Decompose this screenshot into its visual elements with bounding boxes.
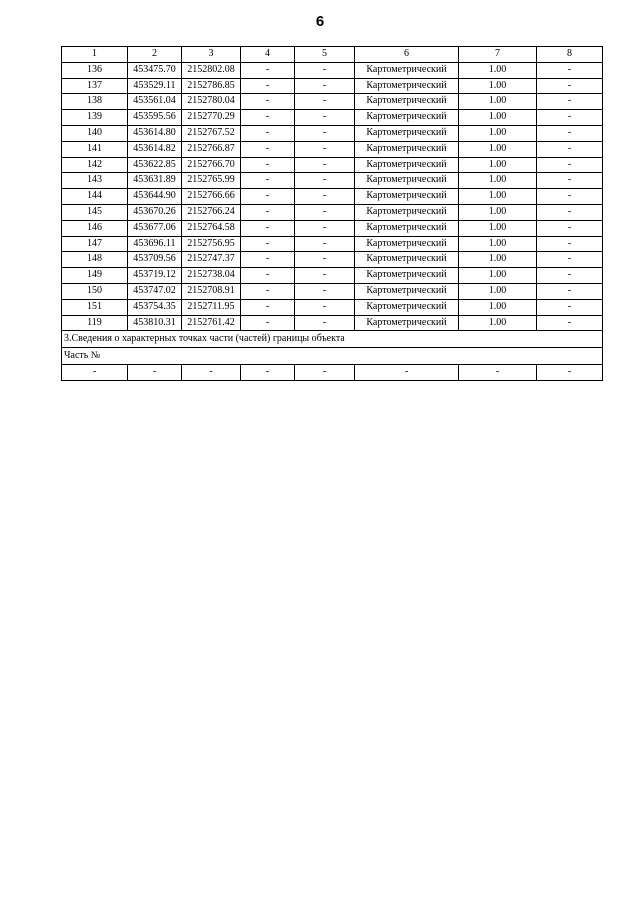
table-cell: Картометрический — [355, 315, 459, 331]
table-cell: - — [537, 173, 603, 189]
table-cell: 2152761.42 — [182, 315, 241, 331]
table-cell: - — [295, 236, 355, 252]
table-cell: 2152756.95 — [182, 236, 241, 252]
table-cell: - — [241, 173, 295, 189]
table-cell: 1.00 — [459, 299, 537, 315]
table-cell: - — [295, 125, 355, 141]
table-cell: Картометрический — [355, 299, 459, 315]
table-cell: 150 — [62, 283, 128, 299]
table-cell: 1.00 — [459, 189, 537, 205]
table-cell: - — [295, 62, 355, 78]
table-cell: 1.00 — [459, 315, 537, 331]
table-cell: 2152786.85 — [182, 78, 241, 94]
table-cell: 453595.56 — [128, 110, 182, 126]
table-cell: - — [295, 204, 355, 220]
table-cell: 453719.12 — [128, 268, 182, 284]
table-cell: 453529.11 — [128, 78, 182, 94]
table-cell: - — [537, 299, 603, 315]
table-cell: 453747.02 — [128, 283, 182, 299]
table-cell: 1.00 — [459, 173, 537, 189]
table-cell: - — [241, 236, 295, 252]
table-cell: 1.00 — [459, 141, 537, 157]
table-cell: 137 — [62, 78, 128, 94]
table-cell: 1 — [62, 47, 128, 63]
table-cell: 145 — [62, 204, 128, 220]
table-cell: 453670.26 — [128, 204, 182, 220]
section-title-row — [62, 331, 603, 348]
table-row — [62, 173, 603, 189]
table-cell: - — [241, 125, 295, 141]
table-cell: 8 — [537, 47, 603, 63]
table-cell: 453810.31 — [128, 315, 182, 331]
table-row — [62, 268, 603, 284]
table-cell: 1.00 — [459, 62, 537, 78]
page-number: 6 — [315, 13, 325, 30]
table-cell: 2152738.04 — [182, 268, 241, 284]
table-row — [62, 204, 603, 220]
table-cell: 2152747.37 — [182, 252, 241, 268]
table-cell: - — [241, 78, 295, 94]
table-cell: 138 — [62, 94, 128, 110]
table-cell: - — [241, 365, 295, 381]
table-cell: - — [295, 189, 355, 205]
table-cell: - — [62, 365, 128, 381]
table-cell: Картометрический — [355, 268, 459, 284]
table-cell: 2152765.99 — [182, 173, 241, 189]
table-cell: 140 — [62, 125, 128, 141]
table-cell: Картометрический — [355, 125, 459, 141]
part-label-row — [62, 348, 603, 365]
table-cell: 139 — [62, 110, 128, 126]
table-cell: 453677.06 — [128, 220, 182, 236]
table-cell: 453622.85 — [128, 157, 182, 173]
table-cell: - — [295, 157, 355, 173]
table-cell: - — [295, 365, 355, 381]
table-cell: - — [241, 110, 295, 126]
table-cell: 1.00 — [459, 94, 537, 110]
table-cell: 1.00 — [459, 268, 537, 284]
table-cell: - — [241, 268, 295, 284]
table-cell: - — [537, 204, 603, 220]
table-cell: 2152708.91 — [182, 283, 241, 299]
table-cell: - — [241, 204, 295, 220]
table-row — [62, 283, 603, 299]
table-cell: 144 — [62, 189, 128, 205]
table-cell: - — [295, 78, 355, 94]
table-cell: Картометрический — [355, 173, 459, 189]
table-cell: - — [537, 283, 603, 299]
table-header-row — [62, 47, 603, 63]
table-cell: - — [295, 283, 355, 299]
table-cell: 2152766.87 — [182, 141, 241, 157]
table-cell: - — [537, 94, 603, 110]
table-cell: 1.00 — [459, 236, 537, 252]
table-cell: - — [537, 141, 603, 157]
table-cell: - — [128, 365, 182, 381]
table-cell: 2152764.58 — [182, 220, 241, 236]
table-cell: - — [241, 315, 295, 331]
table-cell: - — [241, 220, 295, 236]
table-cell: - — [295, 173, 355, 189]
table-cell: 7 — [459, 47, 537, 63]
table-cell: - — [537, 189, 603, 205]
table-cell: 119 — [62, 315, 128, 331]
table-cell: 2152802.08 — [182, 62, 241, 78]
table-cell: - — [537, 365, 603, 381]
table-cell: 3 — [182, 47, 241, 63]
table-cell: Картометрический — [355, 157, 459, 173]
table-cell: 136 — [62, 62, 128, 78]
table-cell: - — [241, 141, 295, 157]
table-cell: 453754.35 — [128, 299, 182, 315]
table-cell: 2152767.52 — [182, 125, 241, 141]
table-cell: - — [537, 236, 603, 252]
table-cell: 2152780.04 — [182, 94, 241, 110]
table-cell: - — [537, 125, 603, 141]
table-cell: 6 — [355, 47, 459, 63]
table-cell: 1.00 — [459, 283, 537, 299]
table-row — [62, 78, 603, 94]
table-cell: Картометрический — [355, 94, 459, 110]
table-row — [62, 125, 603, 141]
table-cell: Картометрический — [355, 141, 459, 157]
table-cell: - — [241, 94, 295, 110]
table-cell: - — [241, 283, 295, 299]
table-cell: Картометрический — [355, 110, 459, 126]
table-cell: 2 — [128, 47, 182, 63]
table-row — [62, 299, 603, 315]
table-cell: - — [295, 299, 355, 315]
table-cell: 453644.90 — [128, 189, 182, 205]
table-cell: - — [537, 110, 603, 126]
table-row — [62, 252, 603, 268]
table-cell: - — [295, 315, 355, 331]
table-cell: 3.Сведения о характерных точках части (частей) границы объекта — [62, 331, 603, 348]
table-cell: Картометрический — [355, 283, 459, 299]
table-cell: - — [241, 62, 295, 78]
table-cell: Картометрический — [355, 62, 459, 78]
table-cell: 1.00 — [459, 204, 537, 220]
table-cell: Картометрический — [355, 189, 459, 205]
table-cell: Картометрический — [355, 236, 459, 252]
table-cell: 1.00 — [459, 220, 537, 236]
table-cell: 2152766.24 — [182, 204, 241, 220]
table-cell: - — [295, 220, 355, 236]
table-cell: 453696.11 — [128, 236, 182, 252]
table-cell: 1.00 — [459, 110, 537, 126]
table-cell: - — [355, 365, 459, 381]
table-cell: - — [537, 268, 603, 284]
table-cell: - — [295, 94, 355, 110]
table-cell: - — [537, 62, 603, 78]
table-cell: - — [537, 78, 603, 94]
table-cell: - — [241, 252, 295, 268]
table-cell: 453475.70 — [128, 62, 182, 78]
table-row — [62, 94, 603, 110]
table-row — [62, 315, 603, 331]
table-cell: 453614.80 — [128, 125, 182, 141]
table-cell: - — [295, 252, 355, 268]
table-cell: 148 — [62, 252, 128, 268]
table-row — [62, 189, 603, 205]
table-row — [62, 110, 603, 126]
table-cell: - — [295, 268, 355, 284]
table-cell: 142 — [62, 157, 128, 173]
table-cell: - — [241, 157, 295, 173]
table-cell: 147 — [62, 236, 128, 252]
table-cell: 453614.82 — [128, 141, 182, 157]
table-cell: 2152766.66 — [182, 189, 241, 205]
table-cell: 151 — [62, 299, 128, 315]
table-cell: - — [537, 220, 603, 236]
table-cell: 453561.04 — [128, 94, 182, 110]
table-cell: 143 — [62, 173, 128, 189]
table-cell: 2152711.95 — [182, 299, 241, 315]
table-cell: - — [537, 252, 603, 268]
table-cell: 2152770.29 — [182, 110, 241, 126]
table-row — [62, 220, 603, 236]
table-cell: - — [295, 141, 355, 157]
coordinates-table — [61, 46, 603, 381]
table-cell: - — [537, 315, 603, 331]
table-cell: 1.00 — [459, 125, 537, 141]
table-cell: - — [182, 365, 241, 381]
table-cell: 1.00 — [459, 78, 537, 94]
table-cell: Картометрический — [355, 204, 459, 220]
table-cell: 453631.89 — [128, 173, 182, 189]
table-cell: 5 — [295, 47, 355, 63]
table-cell: 146 — [62, 220, 128, 236]
table-cell: - — [295, 110, 355, 126]
table-cell: - — [537, 157, 603, 173]
table-cell: 1.00 — [459, 157, 537, 173]
table-cell: Картометрический — [355, 252, 459, 268]
table-row — [62, 141, 603, 157]
table-cell: 2152766.70 — [182, 157, 241, 173]
table-cell: 4 — [241, 47, 295, 63]
table-cell: - — [241, 299, 295, 315]
table-cell: Картометрический — [355, 78, 459, 94]
table-row — [62, 62, 603, 78]
table-row — [62, 236, 603, 252]
table-cell: - — [459, 365, 537, 381]
table-cell: 1.00 — [459, 252, 537, 268]
table-cell: 149 — [62, 268, 128, 284]
table-cell: Часть № — [62, 348, 603, 365]
table-cell: - — [241, 189, 295, 205]
table-row-empty — [62, 365, 603, 381]
table-cell: 141 — [62, 141, 128, 157]
table-row — [62, 157, 603, 173]
table-cell: 453709.56 — [128, 252, 182, 268]
table-cell: Картометрический — [355, 220, 459, 236]
